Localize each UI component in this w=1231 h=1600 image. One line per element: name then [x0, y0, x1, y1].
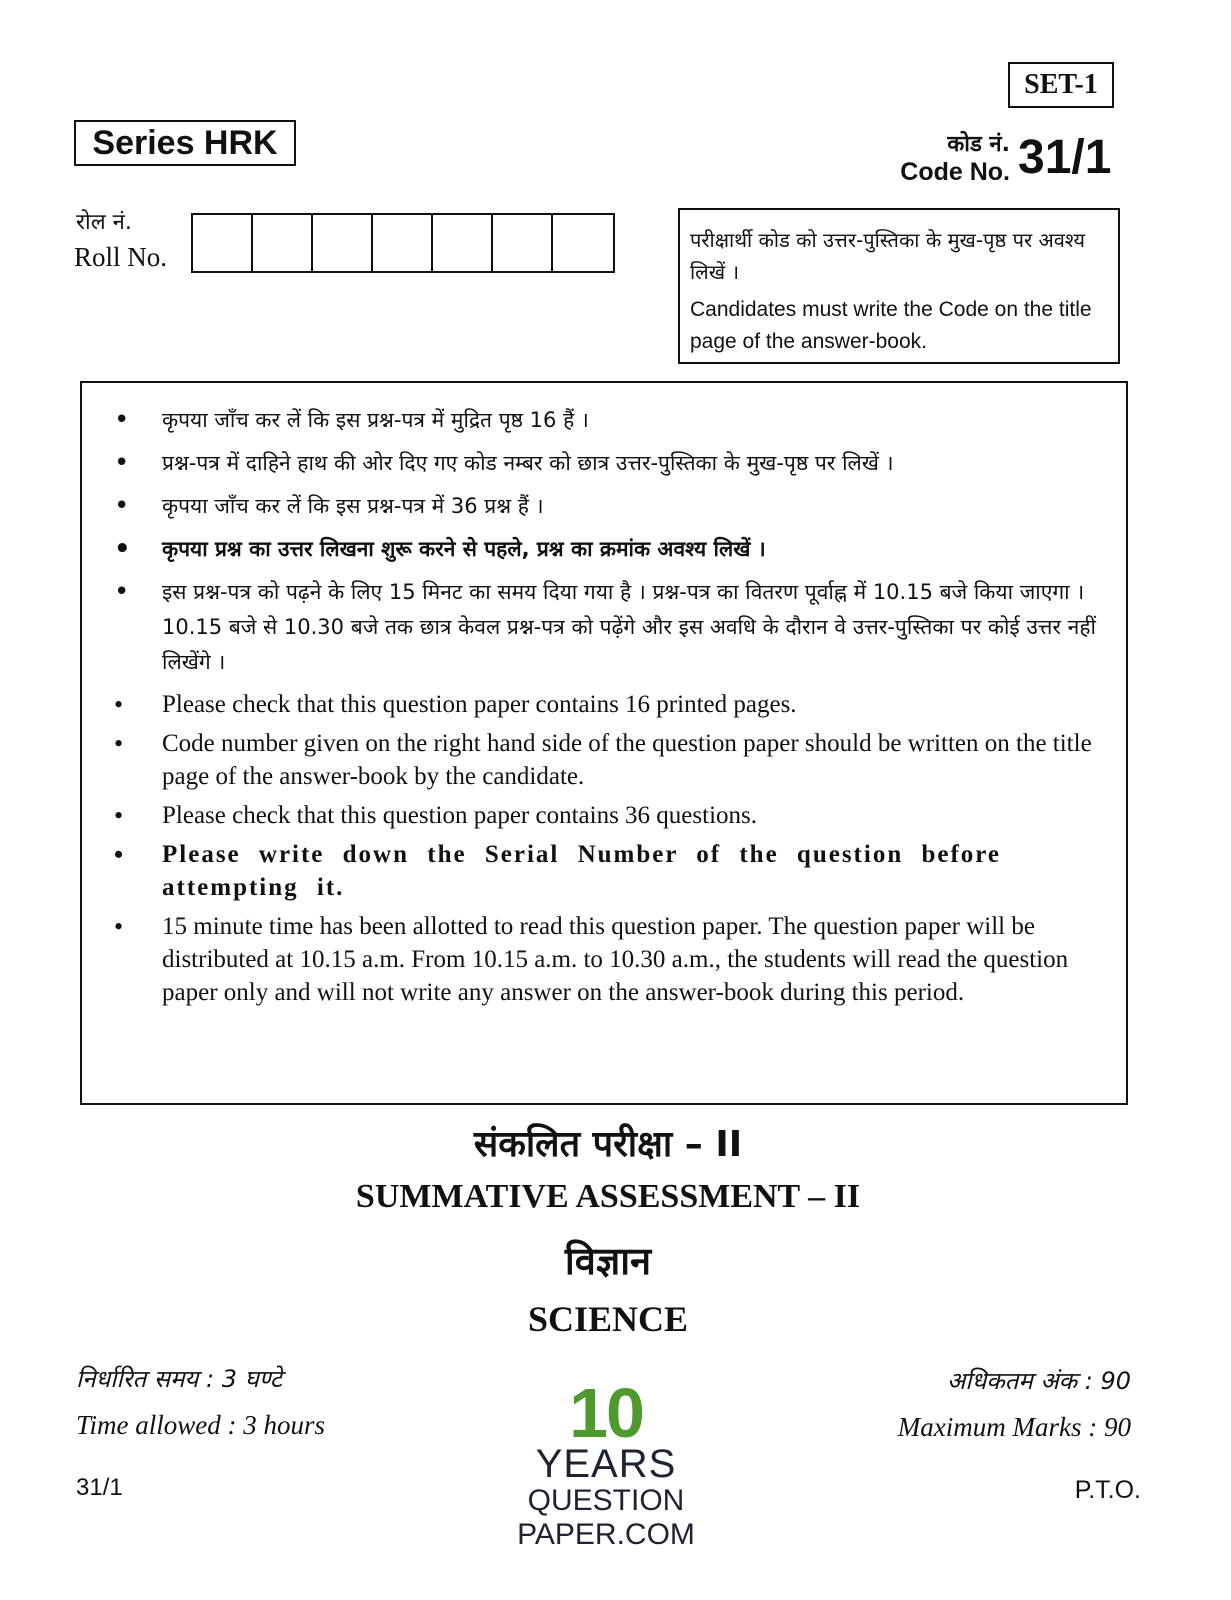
roll-digit-box[interactable]	[553, 215, 613, 271]
time-allowed-hindi: निर्धारित समय : 3 घण्टे	[76, 1365, 283, 1393]
roll-digit-box[interactable]	[253, 215, 313, 271]
instruction-hi-code: • प्रश्न-पत्र में दाहिने हाथ की ओर दिए गए कोड नम्बर को छात्र उत्तर-पुस्तिका के मुख-पृष्ठ पर लिखें ।	[82, 446, 1096, 481]
assessment-title-english: SUMMATIVE ASSESSMENT – II	[355, 1178, 861, 1215]
time-allowed-english: Time allowed : 3 hours	[76, 1410, 326, 1440]
watermark-number: 10	[569, 1374, 643, 1452]
roll-label-english: Roll No.	[74, 242, 168, 272]
instruction-en-reading-time: • 15 minute time has been allotted to read this question paper. The question paper will be distributed at 10.15 a.m. From 10.15 a.m. to 10.30 a.m., the students will read the question paper only and will not write any answer on the answer-book during this period.	[82, 910, 1096, 1009]
instructions-list	[82, 383, 1126, 1009]
instruction-en-serial: • Please write down the Serial Number of the question before attempting it.	[82, 838, 1096, 904]
roll-digit-box[interactable]	[433, 215, 493, 271]
instruction-hi-questions: • कृपया जाँच कर लें कि इस प्रश्न-पत्र में 36 प्रश्न हैं ।	[82, 489, 1096, 524]
instructions-box	[80, 381, 1128, 1105]
instruction-en-pages: • Please check that this question paper contains 16 printed pages.	[82, 688, 1096, 721]
subject-english: SCIENCE	[527, 1299, 689, 1339]
max-marks-english: Maximum Marks : 90	[897, 1412, 1131, 1442]
roll-number-boxes[interactable]	[191, 213, 615, 273]
instruction-hi-pages: • कृपया जाँच कर लें कि इस प्रश्न-पत्र में मुद्रित पृष्ठ 16 हैं ।	[82, 403, 1096, 438]
roll-label-hindi: रोल नं.	[76, 210, 132, 235]
code-label-hindi: कोड नं.	[947, 132, 1010, 157]
roll-digit-box[interactable]	[373, 215, 433, 271]
roll-digit-box[interactable]	[493, 215, 553, 271]
candidate-code-note	[678, 208, 1120, 364]
candidate-note-hindi: परीक्षार्थी कोड को उत्तर-पुस्तिका के मुख-पृष्ठ पर अवश्य लिखें ।	[690, 228, 1085, 284]
instruction-hi-reading-time: • इस प्रश्न-पत्र को पढ़ने के लिए 15 मिनट का समय दिया गया है । प्रश्न-पत्र का वितरण पूर्वाह्न में 10.15 बजे किया जाएगा । 10.15 बजे से 10.30 बजे तक छात्र केवल प्रश्न-पत्र को पढ़ेंगे और इस अवधि के दौरान वे उत्तर-पुस्तिका पर कोई उत्तर नहीं लिखेंगे ।	[82, 575, 1096, 680]
footer-code: 31/1	[76, 1474, 123, 1501]
code-number: 31/1	[1018, 131, 1112, 184]
instruction-hi-serial: • कृपया प्रश्न का उत्तर लिखना शुरू करने से पहले, प्रश्न का क्रमांक अवश्य लिखें ।	[82, 532, 1096, 567]
code-label-english: Code No.	[900, 158, 1010, 186]
max-marks-hindi: अधिकतम अंक : 90	[946, 1367, 1131, 1395]
instruction-en-questions: • Please check that this question paper contains 36 questions.	[82, 799, 1096, 832]
candidate-note-english: Candidates must write the Code on the title page of the answer-book.	[690, 298, 1092, 353]
set-label: SET-1	[1008, 62, 1114, 108]
watermark-logo	[446, 1374, 766, 1552]
roll-digit-box[interactable]	[193, 215, 253, 271]
assessment-title-hindi: संकलित परीक्षा – II	[473, 1124, 743, 1165]
watermark-site: QUESTION PAPER.COM	[517, 1484, 695, 1551]
series-label: Series HRK	[74, 120, 296, 166]
subject-hindi: विज्ञान	[564, 1239, 652, 1283]
footer-pto: P.T.O.	[1074, 1476, 1141, 1504]
instruction-en-code: • Code number given on the right hand side of the question paper should be written on the title page of the answer-book by the candidate.	[82, 727, 1096, 793]
roll-digit-box[interactable]	[313, 215, 373, 271]
watermark-years: YEARS	[535, 1442, 677, 1486]
